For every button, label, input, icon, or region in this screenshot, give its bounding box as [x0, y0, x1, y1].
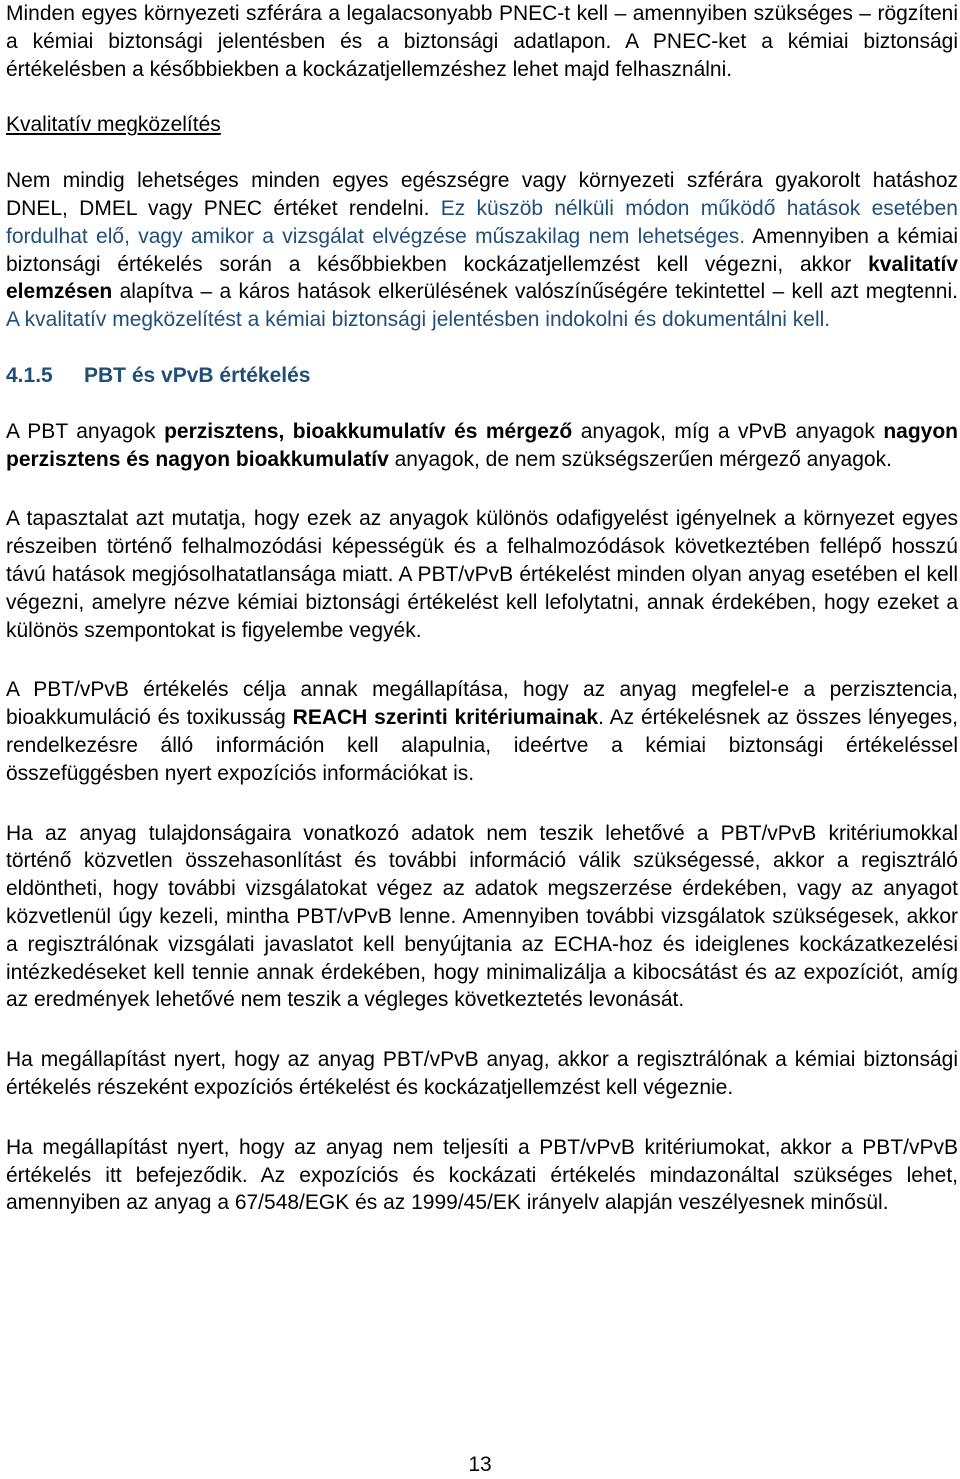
section-heading [6, 362, 958, 390]
qualitative-text-2: Ez küszöb nélküli módon működő hatások esetében fordulhat elő, vagy amikor a vizsgálat elvégzése műszakilag nem lehetséges. [6, 196, 958, 248]
purpose-bold: REACH szerinti kritériumainak [292, 706, 599, 730]
qualitative-text-4: alapítva – a káros hatások elkerülésének valószínűségére tekintettel – kell azt megtenni. [112, 280, 958, 304]
qualitative-text-3: Amennyiben a kémiai biztonsági értékelés során a későbbiekben kockázatjellemzést kell végezni, akkor [6, 224, 958, 276]
purpose-text-2: . Az értékelésnek az összes lényeges, rendelkezésre álló információn kell alapulnia, ideértve a kémiai biztonsági értékeléssel összefüggésben nyert expozíciós információkat is. [6, 706, 958, 785]
paragraph-pnec: Minden egyes környezeti szférára a legalacsonyabb PNEC-t kell – amennyiben szükséges – rögzíteni a kémiai biztonsági jelentésben és a biztonsági adatlapon. A PNEC-ket a kémiai biztonsági értékelésben a későbbiekben a kockázatjellemzéshez lehet majd felhasználni. [6, 2, 958, 81]
paragraph-experience: A tapasztalat azt mutatja, hogy ezek az anyagok különös odafigyelést igényelnek a környezet egyes részeiben történő felhalmozódási képességük és a felhalmozódások következtében fellépő hosszú távú hatások megjósolhatatlansága miatt. A PBT/vPvB értékelést minden olyan anyag esetében el kell végezni, amelyre nézve kémiai biztonsági értékelést kell lefolytatni, annak érdekében, hogy ezeket a különös szempontokat is figyelembe vegyék. [6, 507, 958, 642]
paragraph-pbt-definition [6, 418, 958, 474]
document-page [6, 0, 958, 1217]
page-number: 13 [468, 1453, 492, 1476]
pbt-text-2: anyagok, míg a vPvB anyagok [572, 419, 884, 443]
section-number: 4.1.5 [6, 363, 53, 387]
paragraph-purpose [6, 676, 958, 787]
pbt-text-1: A PBT anyagok [6, 419, 165, 443]
paragraph-pbt-confirmed: Ha megállapítást nyert, hogy az anyag PBT/vPvB anyag, akkor a regisztrálónak a kémiai biztonsági értékelés részeként expozíciós értékelést és kockázatjellemzést kell végeznie. [6, 1048, 958, 1099]
pbt-bold-1: perzisztens, bioakkumulatív és mérgező [164, 419, 573, 443]
paragraph-data-insufficient: Ha az anyag tulajdonságaira vonatkozó adatok nem teszik lehetővé a PBT/vPvB kritériumokkal történő közvetlen összehasonlítást és további információ válik szükségessé, akkor a regisztráló eldöntheti, hogy további vizsgálatokat végez az adatok megszerzése érdekében, vagy az anyagot közvetlenül úgy kezeli, mintha PBT/vPvB lenne. Amennyiben további vizsgálatok szükségesek, akkor a regisztrálónak vizsgálati javaslatot kell benyújtania az ECHA-hoz és ideiglenes kockázatkezelési intézkedéseket kell tennie annak érdekében, hogy minimalizálja a kibocsátást és az expozíciót, amíg az eredmények lehetővé nem teszik a végleges következtetés levonását. [6, 821, 958, 1012]
purpose-text-1: A PBT/vPvB értékelés célja annak megállapítása, hogy az anyag megfelel-e a perzisztencia, bioakkumuláció és toxikusság [6, 678, 958, 730]
paragraph-pbt-not-confirmed: Ha megállapítást nyert, hogy az anyag nem teljesíti a PBT/vPvB kritériumokat, akkor a PBT/vPvB értékelés itt befejeződik. Az expozíciós és kockázati értékelés mindazonáltal szükséges lehet, amennyiben az anyag a 67/548/EGK és az 1999/45/EK irányelv alapján veszélyesnek minősül. [6, 1135, 958, 1215]
pbt-bold-2: nagyon perzisztens és nagyon bioakkumulatív [6, 419, 958, 471]
paragraph-qualitative [6, 167, 958, 334]
section-title: PBT és vPvB értékelés [84, 363, 311, 387]
qualitative-bold: kvalitatív elemzésen [6, 252, 958, 304]
subheading-qualitative: Kvalitatív megközelítés [6, 113, 221, 137]
qualitative-text-5: A kvalitatív megközelítést a kémiai biztonsági jelentésben indokolni és dokumentálni kell. [6, 308, 831, 332]
qualitative-text-1: Nem mindig lehetséges minden egyes egészségre vagy környezeti szférára gyakorolt hatáshoz DNEL, DMEL vagy PNEC értéket rendelni. [6, 169, 958, 220]
pbt-text-3: anyagok, de nem szükségszerűen mérgező anyagok. [388, 447, 892, 471]
